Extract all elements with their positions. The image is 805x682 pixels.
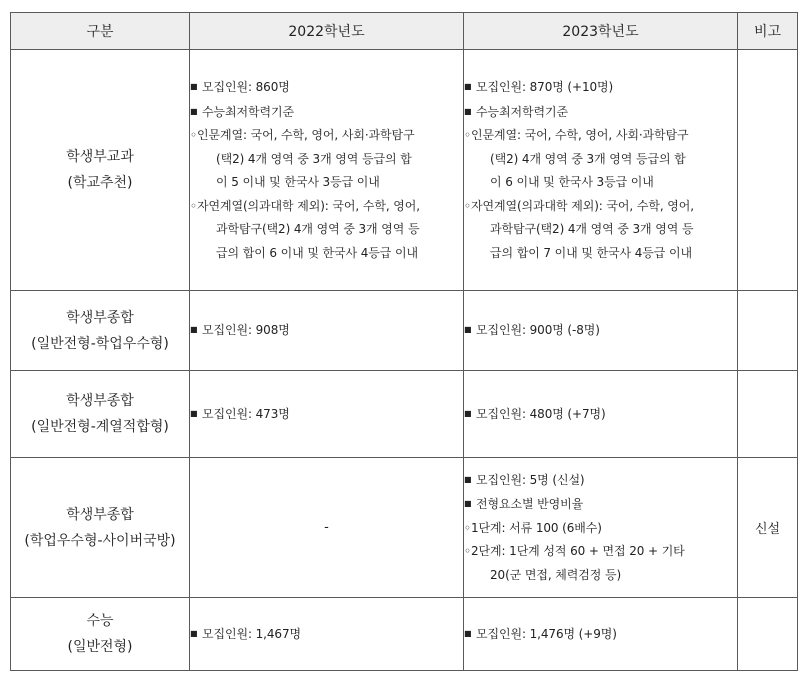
list-item: ◦인문계열: 국어, 수학, 영어, 사회·과학탐구 — [190, 128, 415, 142]
cell-note — [738, 598, 798, 671]
category-name: 학생부종합 — [66, 309, 134, 326]
list-item: 과학탐구(택2) 4개 영역 중 3개 영역 등 — [216, 222, 420, 236]
header-note: 비고 — [738, 13, 798, 50]
list-item: ■ 모집인원: 1,476명 (+9명) — [464, 622, 737, 647]
list-item: ◦1단계: 서류 100 (6배수) — [464, 520, 602, 535]
list-item: 이 5 이내 및 한국사 3등급 이내 — [216, 175, 380, 189]
list-item: ■ 모집인원: 473명 — [190, 402, 463, 427]
list-item: 급의 합이 6 이내 및 한국사 4등급 이내 — [216, 245, 418, 260]
list-item: ■ 모집인원: 860명 — [190, 75, 463, 100]
cell-note — [738, 291, 798, 371]
list-item: (택2) 4개 영역 중 3개 영역 등급의 합 — [216, 151, 412, 166]
admission-comparison-table — [10, 12, 798, 671]
list-item: ■ 수능최저학력기준 — [464, 100, 737, 125]
cell-2022 — [190, 291, 464, 371]
list-item: 20(군 면접, 체력검정 등) — [490, 567, 622, 582]
header-2023: 2023학년도 — [464, 13, 738, 50]
row-category — [11, 371, 190, 458]
list-item: ■ 모집인원: 480명 (+7명) — [464, 402, 737, 427]
category-subname: (학업우수형-사이버국방) — [24, 532, 176, 549]
cell-note — [738, 50, 798, 291]
list-item: ◦자연계열(의과대학 제외): 국어, 수학, 영어, — [190, 198, 420, 213]
list-item: ■ 모집인원: 900명 (-8명) — [464, 318, 737, 343]
cell-2023 — [464, 291, 738, 371]
row-category — [11, 458, 190, 598]
header-category: 구분 — [11, 13, 190, 50]
list-item: ■ 모집인원: 870명 (+10명) — [464, 75, 737, 100]
cell-2022-empty: - — [190, 458, 464, 598]
cell-note — [738, 371, 798, 458]
category-name: 학생부종합 — [66, 506, 134, 523]
list-item: ◦인문계열: 국어, 수학, 영어, 사회·과학탐구 — [464, 128, 689, 142]
list-item: 이 6 이내 및 한국사 3등급 이내 — [490, 175, 654, 189]
category-subname: (학교추천) — [67, 175, 133, 191]
list-item: ■ 전형요소별 반영비율 — [464, 492, 737, 517]
list-item: ■ 수능최저학력기준 — [190, 100, 463, 125]
list-item: 급의 합이 7 이내 및 한국사 4등급 이내 — [490, 245, 692, 260]
cell-2022 — [190, 50, 464, 291]
table-row — [11, 598, 798, 671]
list-item: (택2) 4개 영역 중 3개 영역 등급의 합 — [490, 151, 686, 166]
list-item: ■ 모집인원: 5명 (신설) — [464, 468, 737, 493]
cell-2023 — [464, 50, 738, 291]
table-row — [11, 371, 798, 458]
header-row — [11, 13, 798, 50]
list-item: ■ 모집인원: 1,467명 — [190, 622, 463, 647]
table-row — [11, 458, 798, 598]
cell-note: 신설 — [738, 458, 798, 598]
category-name: 학생부교과 — [66, 149, 134, 165]
category-subname: (일반전형-학업우수형) — [31, 335, 169, 352]
row-category — [11, 598, 190, 671]
row-category — [11, 50, 190, 291]
category-subname: (일반전형) — [67, 639, 133, 655]
cell-2023 — [464, 371, 738, 458]
list-item: 과학탐구(택2) 4개 영역 중 3개 영역 등 — [490, 222, 694, 236]
row-category — [11, 291, 190, 371]
table-row — [11, 50, 798, 291]
category-name: 학생부종합 — [66, 393, 134, 409]
list-item: ■ 모집인원: 908명 — [190, 318, 463, 343]
header-2022: 2022학년도 — [190, 13, 464, 50]
cell-2022 — [190, 598, 464, 671]
cell-2023 — [464, 458, 738, 598]
list-item: ◦2단계: 1단계 성적 60 + 면접 20 + 기타 — [464, 544, 685, 559]
cell-2023 — [464, 598, 738, 671]
category-subname: (일반전형-계열적합형) — [31, 419, 169, 435]
category-name: 수능 — [86, 613, 114, 629]
table-row — [11, 291, 798, 371]
list-item: ◦자연계열(의과대학 제외): 국어, 수학, 영어, — [464, 198, 694, 213]
cell-2022 — [190, 371, 464, 458]
